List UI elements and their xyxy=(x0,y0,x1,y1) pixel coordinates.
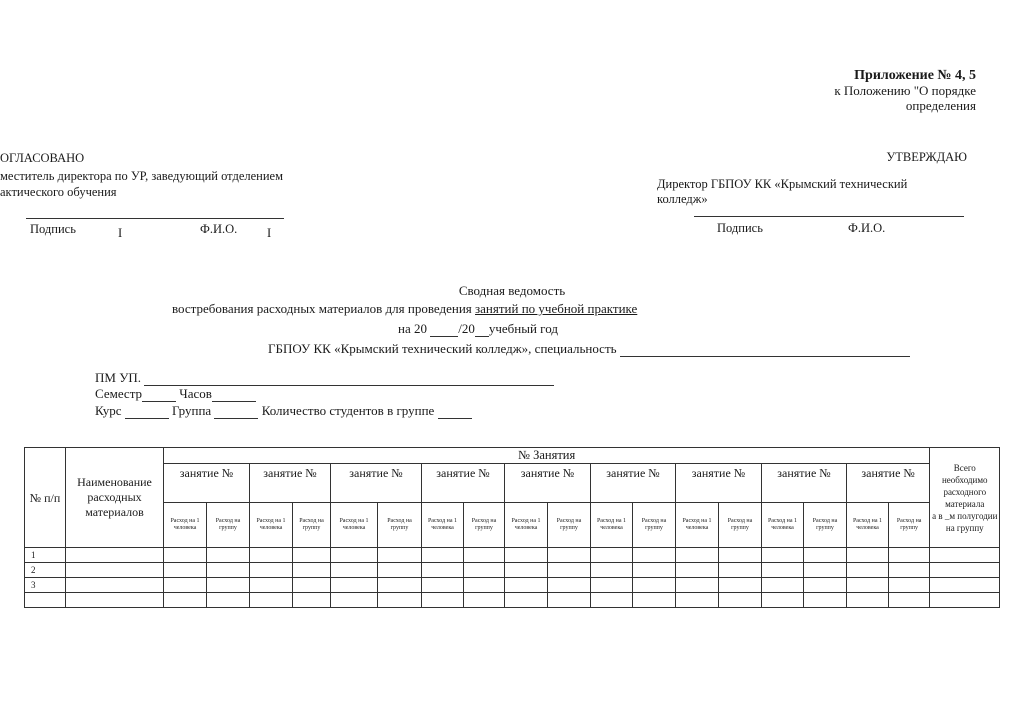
table-cell xyxy=(804,548,847,563)
table-cell xyxy=(250,548,293,563)
table-cell xyxy=(804,563,847,578)
sub-header-per-person: Расход на 1 человека xyxy=(591,503,633,548)
document-subtitle xyxy=(172,301,637,317)
row-number: 1 xyxy=(25,548,66,563)
document-title: Сводная ведомость xyxy=(458,283,566,298)
year-blank-1 xyxy=(430,324,458,337)
appendix-title: Приложение № 4, 5 xyxy=(854,68,976,83)
lesson-header: занятие № xyxy=(591,464,676,503)
table-cell xyxy=(762,593,804,608)
table-cell xyxy=(207,593,250,608)
lesson-header: занятие № xyxy=(676,464,762,503)
sub-header-per-group: Расход на группу xyxy=(293,503,331,548)
table-cell xyxy=(66,563,164,578)
table-cell xyxy=(719,563,762,578)
table-cell xyxy=(422,593,464,608)
table-cell xyxy=(548,563,591,578)
materials-table xyxy=(24,447,1000,608)
table-cell xyxy=(422,578,464,593)
sub-header-per-person: Расход на 1 человека xyxy=(250,503,293,548)
sub-header-per-group: Расход на группу xyxy=(633,503,676,548)
table-cell xyxy=(331,593,378,608)
table-cell xyxy=(762,563,804,578)
approve-line-2: колледж» xyxy=(657,192,708,206)
appendix-line-2: определения xyxy=(905,98,976,113)
students-blank xyxy=(438,406,472,419)
table-cell xyxy=(293,548,331,563)
sub-header-per-person: Расход на 1 человека xyxy=(164,503,207,548)
column-header-name: Наименование расходных материалов xyxy=(66,448,164,548)
table-cell xyxy=(505,563,548,578)
sub-header-row xyxy=(25,503,1000,548)
agreed-line-1: меститель директора по УР, заведующий отделением xyxy=(0,169,284,183)
table-cell xyxy=(676,548,719,563)
course-label: Курс xyxy=(95,403,122,418)
table-cell xyxy=(464,563,505,578)
table-cell xyxy=(331,548,378,563)
table-cell xyxy=(331,578,378,593)
table-cell xyxy=(847,593,889,608)
table-cell xyxy=(464,593,505,608)
approve-signature-line xyxy=(694,216,964,217)
table-cell xyxy=(719,578,762,593)
subtitle-prefix: востребования расходных материалов для проведения xyxy=(172,301,476,316)
sub-header-per-group: Расход на группу xyxy=(378,503,422,548)
table-cell xyxy=(930,593,1000,608)
table-cell xyxy=(164,593,207,608)
table-row xyxy=(25,593,1000,608)
lesson-header: занятие № xyxy=(422,464,505,503)
hours-blank xyxy=(212,389,256,402)
table-cell xyxy=(548,548,591,563)
table-cell xyxy=(889,548,930,563)
lesson-header: занятие № xyxy=(762,464,847,503)
approve-sign-label: Подпись xyxy=(717,221,763,235)
agreed-sign-label: Подпись xyxy=(30,222,76,236)
agreed-heading: ОГЛАСОВАНО xyxy=(0,151,85,165)
table-cell xyxy=(207,563,250,578)
table-cell xyxy=(164,563,207,578)
table-cell xyxy=(250,593,293,608)
table-cell xyxy=(804,593,847,608)
table-cell xyxy=(676,563,719,578)
subtitle-underlined: занятий по учебной практике xyxy=(475,301,638,316)
table-cell xyxy=(66,593,164,608)
group-label: Группа xyxy=(171,403,212,418)
table-cell xyxy=(422,563,464,578)
table-cell xyxy=(591,578,633,593)
students-label: Количество студентов в группе xyxy=(261,403,435,418)
sub-header-per-group: Расход на группу xyxy=(464,503,505,548)
table-cell xyxy=(719,593,762,608)
table-cell xyxy=(548,578,591,593)
table-row xyxy=(25,548,1000,563)
appendix-line-1: к Положению "О порядке xyxy=(834,83,976,98)
agreed-fio-label: Ф.И.О. xyxy=(200,222,238,236)
table-cell xyxy=(591,548,633,563)
year-prefix: на 20 xyxy=(398,321,427,336)
sub-header-per-group: Расход на группу xyxy=(207,503,250,548)
sub-header-per-person: Расход на 1 человека xyxy=(676,503,719,548)
table-cell xyxy=(591,563,633,578)
table-cell xyxy=(207,578,250,593)
column-header-number: № п/п xyxy=(25,448,66,548)
sub-header-per-group: Расход на группу xyxy=(804,503,847,548)
table-cell xyxy=(889,593,930,608)
table-cell xyxy=(804,578,847,593)
sub-header-per-person: Расход на 1 человека xyxy=(331,503,378,548)
semester-label: Семестр xyxy=(95,386,143,401)
table-cell xyxy=(847,578,889,593)
lesson-header: занятие № xyxy=(847,464,930,503)
table-cell xyxy=(164,578,207,593)
sub-header-per-person: Расход на 1 человека xyxy=(505,503,548,548)
table-cell xyxy=(548,593,591,608)
table-cell xyxy=(378,593,422,608)
sub-header-per-group: Расход на группу xyxy=(548,503,591,548)
table-cell xyxy=(676,593,719,608)
row-number: 2 xyxy=(25,563,66,578)
table-cell xyxy=(505,578,548,593)
course-blank xyxy=(125,406,169,419)
year-separator: /20 xyxy=(458,321,475,336)
total-header-text: Всего необходимо расходного материала xyxy=(941,462,988,509)
agreed-line-2: актического обучения xyxy=(0,185,117,199)
table-cell xyxy=(719,548,762,563)
table-cell xyxy=(378,548,422,563)
row-number xyxy=(25,593,66,608)
table-row xyxy=(25,578,1000,593)
lessons-group-header: № Занятия xyxy=(164,448,930,464)
table-cell xyxy=(464,548,505,563)
table-cell xyxy=(378,578,422,593)
table-cell xyxy=(930,548,1000,563)
table-cell xyxy=(847,563,889,578)
total-header-note: а в _м полугодии на группу xyxy=(932,510,998,533)
sub-header-per-group: Расход на группу xyxy=(719,503,762,548)
approve-fio-label: Ф.И.О. xyxy=(848,221,886,235)
specialty-label: ГБПОУ КК «Крымский технический колледж», специальность xyxy=(268,341,617,356)
table-cell xyxy=(930,578,1000,593)
lesson-header: занятие № xyxy=(505,464,591,503)
specialty-line xyxy=(268,341,910,357)
approve-block xyxy=(657,150,977,207)
table-cell xyxy=(930,563,1000,578)
agreed-block xyxy=(0,150,283,200)
pm-label: ПМ УП. xyxy=(95,370,142,385)
table-cell xyxy=(762,548,804,563)
table-cell xyxy=(66,578,164,593)
table-cell xyxy=(66,548,164,563)
appendix-block xyxy=(834,68,976,113)
table-cell xyxy=(250,563,293,578)
table-cell xyxy=(505,548,548,563)
table-cell xyxy=(591,593,633,608)
approve-line-1: Директор ГБПОУ КК «Крымский технический xyxy=(657,177,908,191)
specialty-blank xyxy=(620,344,910,357)
lesson-header: занятие № xyxy=(331,464,422,503)
table-cell xyxy=(633,563,676,578)
table-cell xyxy=(889,578,930,593)
table-cell xyxy=(676,578,719,593)
table-cell xyxy=(633,593,676,608)
table-row xyxy=(25,563,1000,578)
course-line xyxy=(95,403,472,419)
table-cell xyxy=(293,593,331,608)
table-cell xyxy=(464,578,505,593)
year-suffix: учебный год xyxy=(488,321,558,336)
row-number: 3 xyxy=(25,578,66,593)
column-header-total xyxy=(930,448,1000,548)
table-body xyxy=(25,548,1000,608)
agreed-signature-line xyxy=(26,218,284,219)
academic-year-line xyxy=(398,321,558,337)
semester-blank xyxy=(142,389,176,402)
lesson-header-row xyxy=(25,464,1000,503)
table-cell xyxy=(847,548,889,563)
table-cell xyxy=(207,548,250,563)
table-cell xyxy=(293,563,331,578)
table-cell xyxy=(293,578,331,593)
table-cell xyxy=(164,548,207,563)
table-cell xyxy=(422,548,464,563)
sub-header-per-person: Расход на 1 человека xyxy=(847,503,889,548)
table-cell xyxy=(633,578,676,593)
agreed-mark-1: I xyxy=(118,226,123,240)
sub-header-per-person: Расход на 1 человека xyxy=(422,503,464,548)
lesson-header: занятие № xyxy=(250,464,331,503)
semester-line xyxy=(95,386,256,402)
table-cell xyxy=(889,563,930,578)
pm-line xyxy=(95,370,554,386)
table-cell xyxy=(633,548,676,563)
sub-header-per-group: Расход на группу xyxy=(889,503,930,548)
table-cell xyxy=(505,593,548,608)
table-cell xyxy=(378,563,422,578)
group-blank xyxy=(214,406,258,419)
table-cell xyxy=(250,578,293,593)
year-blank-2 xyxy=(475,324,489,337)
sub-header-per-person: Расход на 1 человека xyxy=(762,503,804,548)
table-cell xyxy=(762,578,804,593)
pm-blank xyxy=(144,373,554,386)
lesson-header: занятие № xyxy=(164,464,250,503)
hours-label: Часов xyxy=(179,386,212,401)
table-cell xyxy=(331,563,378,578)
agreed-mark-2: I xyxy=(267,226,272,240)
approve-heading: УТВЕРЖДАЮ xyxy=(886,150,967,164)
